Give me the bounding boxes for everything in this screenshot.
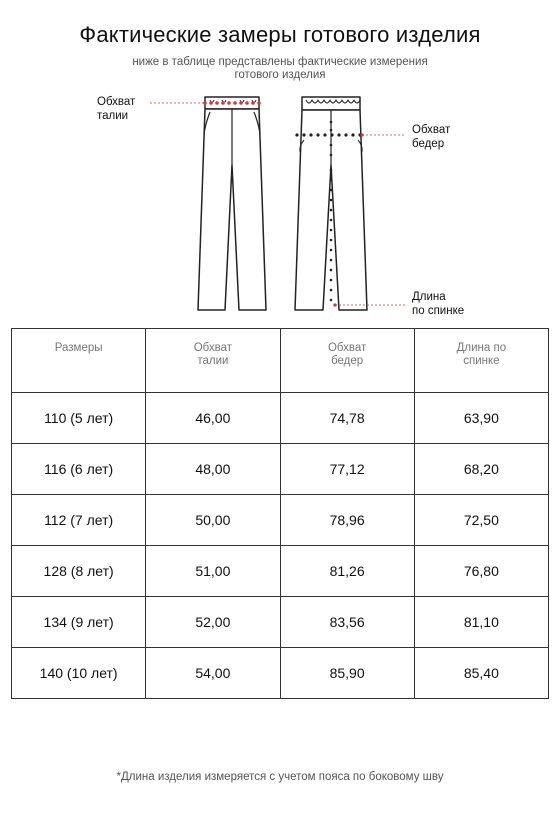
cell-size: 140 (10 лет) <box>12 648 146 699</box>
pants-diagram <box>0 0 560 320</box>
cell-length: 68,20 <box>414 444 548 495</box>
hips-label <box>412 123 450 151</box>
header-waist <box>146 329 280 393</box>
page-title: Фактические замеры готового изделия <box>79 22 481 47</box>
table-row <box>12 597 549 648</box>
header-text: Размеры <box>54 342 103 354</box>
header-hips <box>280 329 414 393</box>
cell-size: 110 (5 лет) <box>12 393 146 444</box>
cell-waist: 50,00 <box>146 495 280 546</box>
cell-size: 134 (9 лет) <box>12 597 146 648</box>
cell-waist: 46,00 <box>146 393 280 444</box>
cell-waist: 54,00 <box>146 648 280 699</box>
table-header-row <box>12 329 549 393</box>
cell-waist: 51,00 <box>146 546 280 597</box>
cell-waist: 48,00 <box>146 444 280 495</box>
cell-length: 81,10 <box>414 597 548 648</box>
size-table <box>11 328 549 699</box>
cell-length: 76,80 <box>414 546 548 597</box>
length-label <box>412 290 464 318</box>
table-row <box>12 546 549 597</box>
waist-label-line2: талии <box>97 110 129 122</box>
header-text: бедер <box>331 355 364 367</box>
cell-size: 128 (8 лет) <box>12 546 146 597</box>
footnote: *Длина изделия измеряется с учетом пояса по боковому шву <box>116 771 444 783</box>
header-text: талии <box>197 355 229 367</box>
cell-waist: 52,00 <box>146 597 280 648</box>
header-text: спинке <box>463 355 500 367</box>
header-sizes <box>12 329 146 393</box>
cell-size: 116 (6 лет) <box>12 444 146 495</box>
cell-length: 72,50 <box>414 495 548 546</box>
cell-size: 112 (7 лет) <box>12 495 146 546</box>
length-label-line1: Длина <box>412 291 446 303</box>
cell-hips: 83,56 <box>280 597 414 648</box>
waist-label <box>97 95 135 123</box>
cell-hips: 77,12 <box>280 444 414 495</box>
table-row <box>12 444 549 495</box>
header-length <box>414 329 548 393</box>
table-row <box>12 393 549 444</box>
hips-label-line1: Обхват <box>412 124 451 136</box>
table-row <box>12 648 549 699</box>
table-row <box>12 495 549 546</box>
cell-hips: 85,90 <box>280 648 414 699</box>
pants-front-illustration <box>198 97 266 310</box>
cell-length: 85,40 <box>414 648 548 699</box>
length-label-line2: по спинке <box>412 305 465 317</box>
cell-hips: 78,96 <box>280 495 414 546</box>
cell-length: 63,90 <box>414 393 548 444</box>
page-subtitle: ниже в таблице представлены фактические измерения готового изделия <box>132 56 428 81</box>
cell-hips: 81,26 <box>280 546 414 597</box>
header-text: Обхват <box>193 342 233 354</box>
header-text: Длина по <box>456 342 507 354</box>
cell-hips: 74,78 <box>280 393 414 444</box>
waist-label-line1: Обхват <box>97 96 136 108</box>
hips-label-line2: бедер <box>412 138 445 150</box>
header-text: Обхват <box>327 342 367 354</box>
